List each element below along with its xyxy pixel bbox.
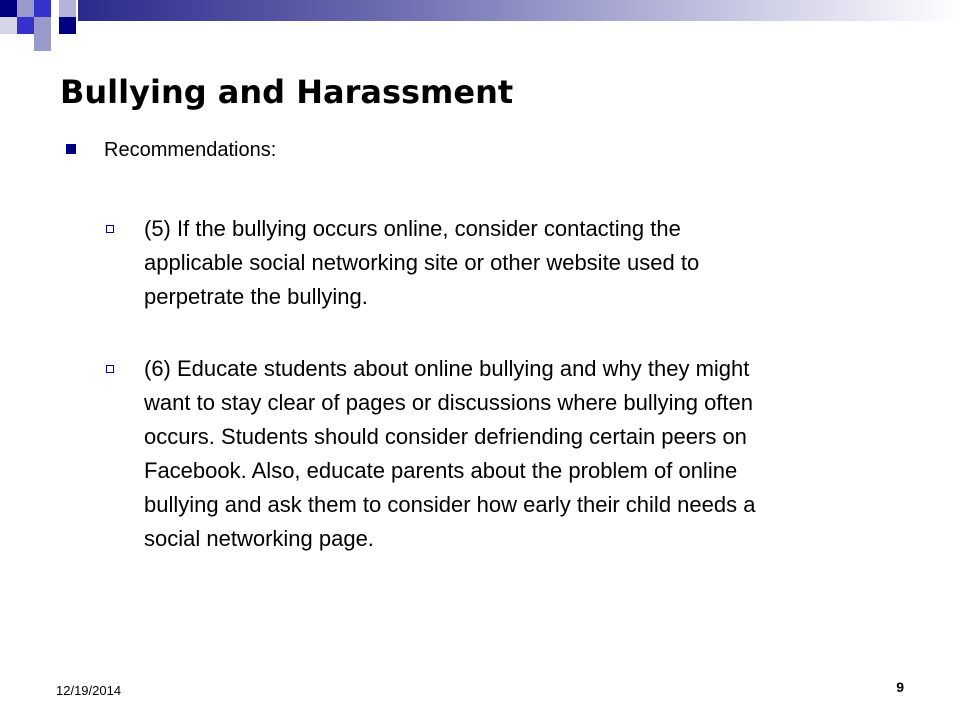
recommendation-6-line: want to stay clear of pages or discussions where bullying often: [144, 390, 753, 415]
page-number: 9: [896, 679, 904, 695]
deco-square-lavender-2: [59, 0, 76, 17]
recommendation-item-5: [144, 212, 896, 314]
hollow-square-bullet-icon: [106, 365, 114, 373]
header-gradient-band: [78, 0, 960, 21]
recommendation-6-line: occurs. Students should consider defriending certain peers on: [144, 424, 747, 449]
recommendation-6-line: (6) Educate students about online bullying and why they might: [144, 356, 750, 381]
slide-title: Bullying and Harassment: [60, 73, 514, 111]
recommendation-item-6: [144, 352, 896, 556]
hollow-square-bullet-icon: [106, 225, 114, 233]
recommendation-5-line: perpetrate the bullying.: [144, 284, 368, 309]
deco-square-navy-1: [0, 0, 17, 17]
square-bullet-icon: [66, 144, 76, 154]
corner-decoration: [0, 0, 960, 60]
deco-square-lavender-4: [34, 34, 51, 51]
footer-date: 12/19/2014: [56, 683, 122, 698]
recommendation-5-line: (5) If the bullying occurs online, consider contacting the: [144, 216, 681, 241]
recommendations-label: Recommendations:: [104, 139, 277, 161]
deco-square-light-1: [0, 17, 17, 34]
recommendation-6-line: social networking page.: [144, 526, 374, 551]
deco-square-lavender-3: [34, 17, 51, 34]
deco-square-lavender-1: [17, 0, 34, 17]
recommendation-6-line: Facebook. Also, educate parents about the problem of online: [144, 458, 738, 483]
recommendation-5-line: applicable social networking site or other website used to: [144, 250, 700, 275]
recommendation-6-line: bullying and ask them to consider how early their child needs a: [144, 492, 756, 517]
deco-square-navy-2: [59, 17, 76, 34]
deco-square-blue-2: [17, 17, 34, 34]
deco-square-blue-1: [34, 0, 51, 17]
